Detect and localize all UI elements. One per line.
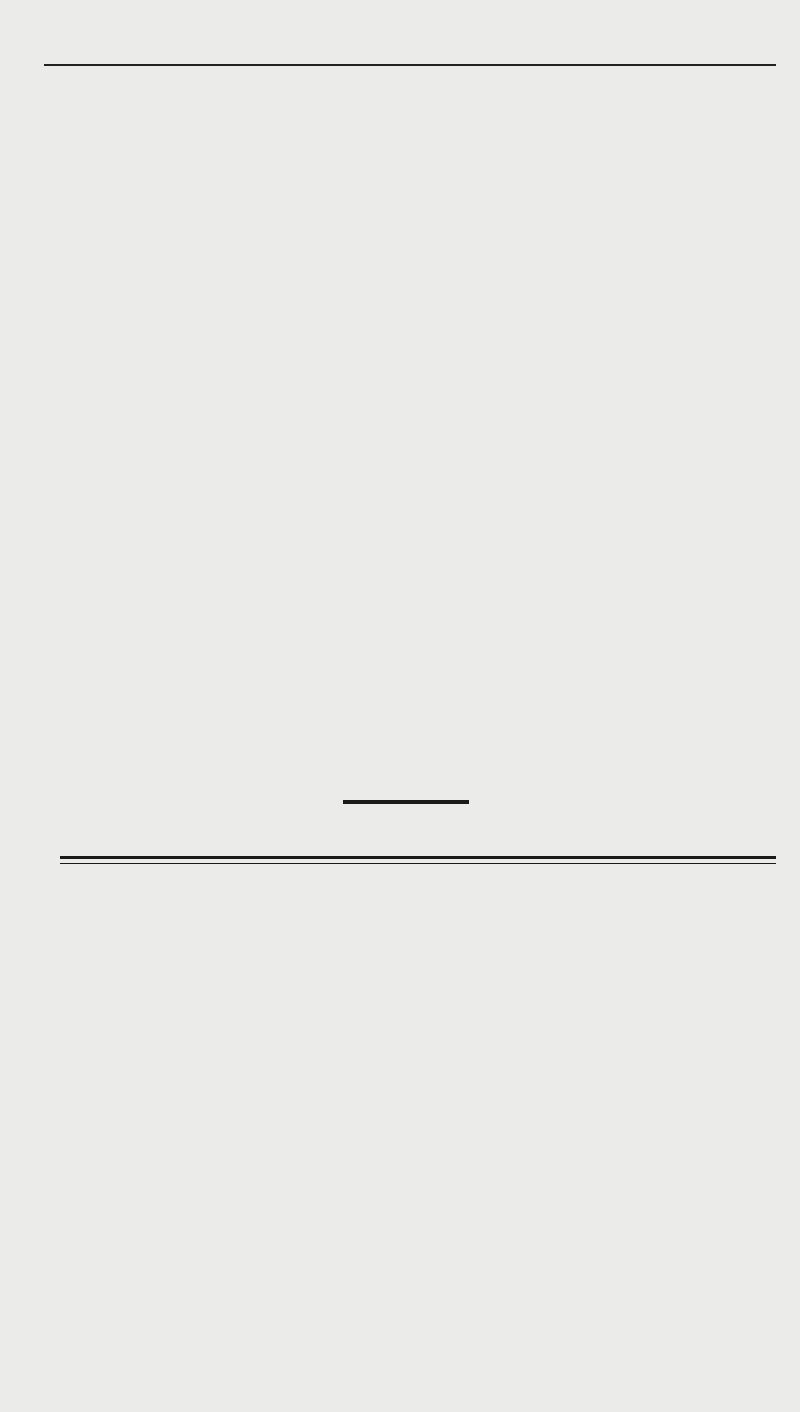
header-rule (44, 64, 776, 66)
feuilleton-rule-thin (60, 863, 776, 864)
page-header (44, 18, 770, 50)
section-divider (343, 800, 469, 804)
feuilleton-rule-thick (60, 856, 776, 859)
